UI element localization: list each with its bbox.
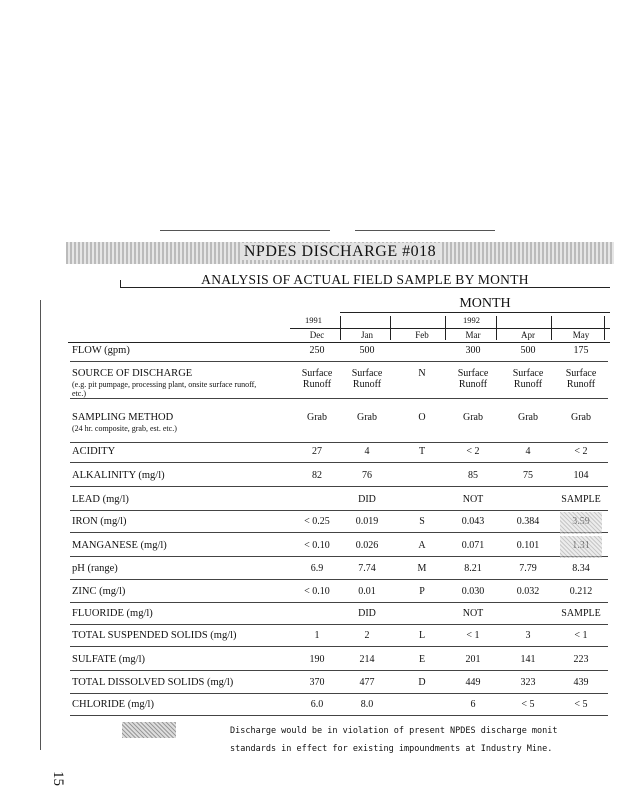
- month-header-apr: Apr: [521, 330, 535, 340]
- row-label: SAMPLING METHOD: [72, 412, 174, 423]
- month-divider: [340, 316, 341, 340]
- table-cell: 85: [468, 470, 478, 481]
- table-cell: 6.9: [310, 563, 324, 574]
- row-label: SOURCE OF DISCHARGE: [72, 368, 193, 379]
- table-cell: D: [418, 677, 426, 688]
- month-label: MONTH: [459, 296, 511, 311]
- row-label: pH (range): [72, 563, 118, 574]
- legend-shade-swatch: [122, 722, 176, 738]
- table-cell: 3: [525, 630, 531, 641]
- month-divider: [445, 316, 446, 340]
- table-cell: 6.0: [310, 699, 324, 710]
- table-cell: 4: [525, 446, 531, 457]
- left-margin-line: [40, 300, 41, 750]
- table-cell: 0.101: [516, 540, 540, 551]
- table-cell: 6: [470, 699, 476, 710]
- table-cell: < 0.10: [304, 586, 330, 597]
- row-label: IRON (mg/l): [72, 516, 127, 527]
- month-divider: [496, 316, 497, 340]
- row-label: CHLORIDE (mg/l): [72, 699, 154, 710]
- table-cell: < 0.10: [304, 540, 330, 551]
- table-cell: 214: [359, 654, 375, 665]
- month-header-jan: Jan: [361, 330, 373, 340]
- row-label: FLUORIDE (mg/l): [72, 608, 153, 619]
- table-cell: 104: [573, 470, 589, 481]
- table-cell: 0.019: [355, 516, 379, 527]
- table-cell: 500: [520, 345, 536, 356]
- table-cell: 8.34: [572, 563, 590, 574]
- row-rule: [70, 532, 608, 533]
- table-cell: 250: [309, 345, 325, 356]
- table-cell: DID: [358, 608, 376, 619]
- table-cell: 0.032: [516, 586, 540, 597]
- table-cell: 76: [362, 470, 372, 481]
- table-cell: E: [418, 654, 426, 665]
- month-divider: [390, 316, 391, 340]
- row-rule: [70, 462, 608, 463]
- footnote: [230, 722, 558, 758]
- table-cell: 0.043: [461, 516, 485, 527]
- month-header-rule-bottom: [68, 342, 610, 343]
- year-1991: 1991: [305, 315, 322, 325]
- subtitle-tick: [120, 280, 121, 288]
- table-cell: Surface Runoff: [565, 368, 597, 390]
- row-rule: [70, 510, 608, 511]
- shaded-cell-manganese-may: [560, 536, 602, 558]
- table-cell: M: [417, 563, 427, 574]
- shaded-cell-iron-may: [560, 512, 602, 534]
- table-cell: 82: [312, 470, 322, 481]
- subtitle-rule: [120, 287, 610, 288]
- row-label: TOTAL SUSPENDED SOLIDS (mg/l): [72, 630, 237, 641]
- month-header-dec: Dec: [309, 330, 325, 340]
- table-cell: 0.071: [461, 540, 485, 551]
- table-cell: Grab: [307, 412, 327, 423]
- row-label: ACIDITY: [72, 446, 116, 457]
- table-cell: 8.0: [360, 699, 374, 710]
- table-cell: A: [418, 540, 426, 551]
- row-label: TOTAL DISSOLVED SOLIDS (mg/l): [72, 677, 234, 688]
- table-cell: 449: [465, 677, 481, 688]
- table-cell: 201: [465, 654, 481, 665]
- row-rule: [70, 715, 608, 716]
- table-cell: P: [419, 586, 425, 597]
- row-rule: [70, 646, 608, 647]
- month-header-rule: [290, 328, 610, 329]
- row-rule: [70, 361, 608, 362]
- table-cell: 477: [359, 677, 375, 688]
- month-divider: [604, 316, 605, 340]
- table-cell: NOT: [462, 608, 484, 619]
- table-cell: 0.212: [569, 586, 593, 597]
- row-label: ALKALINITY (mg/l): [72, 470, 165, 481]
- table-cell: 0.01: [358, 586, 376, 597]
- top-rule-2: [355, 230, 495, 231]
- table-cell: 1: [314, 630, 320, 641]
- table-cell: O: [418, 412, 426, 423]
- row-rule: [70, 556, 608, 557]
- table-cell: Surface Runoff: [351, 368, 383, 390]
- row-rule: [70, 670, 608, 671]
- table-cell: Grab: [463, 412, 483, 423]
- table-cell: 500: [359, 345, 375, 356]
- table-cell: 8.21: [464, 563, 482, 574]
- row-label: FLOW (gpm): [72, 345, 130, 356]
- table-cell: SAMPLE: [561, 608, 601, 619]
- month-header-may: May: [572, 330, 590, 340]
- row-rule: [70, 442, 608, 443]
- row-sublabel: (24 hr. composite, grab, est. etc.): [72, 424, 177, 433]
- table-cell: < 2: [466, 446, 480, 457]
- page-title: NPDES DISCHARGE #018: [66, 243, 614, 261]
- table-cell: < 1: [574, 630, 588, 641]
- top-rule: [160, 230, 330, 231]
- table-cell: L: [418, 630, 426, 641]
- table-cell: < 1: [466, 630, 480, 641]
- table-cell: 300: [465, 345, 481, 356]
- row-label: LEAD (mg/l): [72, 494, 129, 505]
- row-sublabel: (e.g. pit pumpage, processing plant, onsite surface runoff, etc.): [72, 380, 257, 398]
- table-cell: T: [418, 446, 426, 457]
- row-rule: [70, 602, 608, 603]
- table-cell: 141: [520, 654, 536, 665]
- table-cell: Grab: [518, 412, 538, 423]
- table-cell: 4: [364, 446, 370, 457]
- subtitle: ANALYSIS OF ACTUAL FIELD SAMPLE BY MONTH: [201, 272, 529, 287]
- table-cell: 75: [523, 470, 533, 481]
- table-cell: 7.74: [358, 563, 376, 574]
- table-cell: Grab: [571, 412, 591, 423]
- table-cell: 190: [309, 654, 325, 665]
- row-rule: [70, 579, 608, 580]
- year-1992: 1992: [463, 315, 480, 325]
- row-label: ZINC (mg/l): [72, 586, 126, 597]
- month-rule: [340, 312, 610, 313]
- month-header-mar: Mar: [465, 330, 481, 340]
- table-cell: SAMPLE: [561, 494, 601, 505]
- table-cell: Surface Runoff: [457, 368, 489, 390]
- table-cell: 323: [520, 677, 536, 688]
- table-cell: 0.030: [461, 586, 485, 597]
- row-rule: [70, 624, 608, 625]
- footnote-line-1: Discharge would be in violation of present NPDES discharge monit: [230, 726, 558, 736]
- table-cell: 7.79: [519, 563, 537, 574]
- table-cell: 2: [364, 630, 370, 641]
- footnote-line-2: standards in effect for existing impoundments at Industry Mine.: [230, 744, 553, 754]
- table-cell: < 0.25: [304, 516, 330, 527]
- table-cell: Grab: [357, 412, 377, 423]
- table-cell: < 2: [574, 446, 588, 457]
- table-cell: < 5: [521, 699, 535, 710]
- table-cell: DID: [358, 494, 376, 505]
- table-cell: 27: [312, 446, 322, 457]
- page-number: 15: [50, 771, 66, 786]
- row-label: SULFATE (mg/l): [72, 654, 146, 665]
- table-cell: 0.026: [355, 540, 379, 551]
- table-cell: 439: [573, 677, 589, 688]
- row-rule: [70, 398, 608, 399]
- table-cell: 370: [309, 677, 325, 688]
- row-rule: [70, 486, 608, 487]
- table-cell: 175: [573, 345, 589, 356]
- table-cell: < 5: [574, 699, 588, 710]
- row-rule: [70, 693, 608, 694]
- row-label: MANGANESE (mg/l): [72, 540, 167, 551]
- month-header-feb: Feb: [415, 330, 429, 340]
- table-cell: N: [418, 368, 426, 379]
- table-cell: Surface Runoff: [301, 368, 333, 390]
- table-cell: NOT: [462, 494, 484, 505]
- table-cell: Surface Runoff: [512, 368, 544, 390]
- month-divider: [551, 316, 552, 340]
- table-cell: S: [419, 516, 425, 527]
- table-cell: 223: [573, 654, 589, 665]
- table-cell: 0.384: [516, 516, 540, 527]
